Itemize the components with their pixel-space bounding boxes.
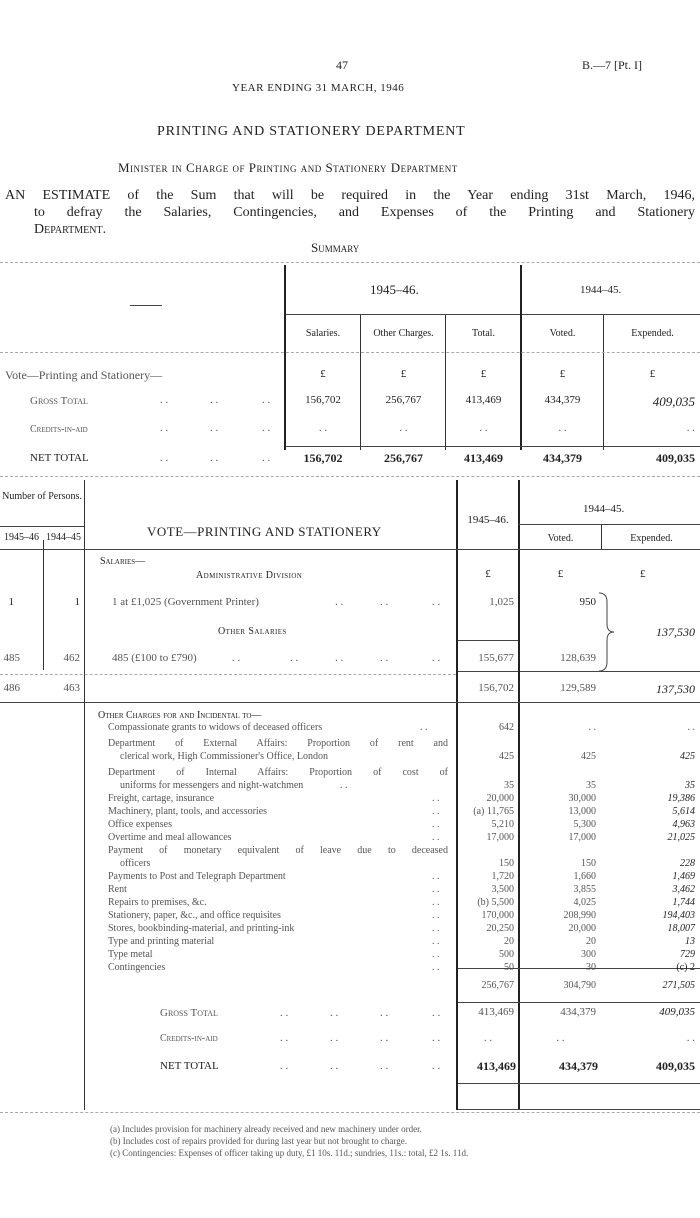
leader-dots: . . — [330, 1060, 339, 1072]
oc-value-1945: 17,000 — [486, 832, 514, 843]
admin-1945: 1,025 — [489, 596, 514, 608]
net-expended: 409,035 — [656, 1059, 695, 1073]
oc-value-1945: 5,210 — [491, 819, 514, 830]
summary-gross-total: 413,469 — [465, 394, 502, 406]
leader-dots: . . — [160, 422, 169, 434]
oc-value-voted: 4,025 — [573, 897, 596, 908]
leader-dots: . . — [432, 819, 440, 830]
leader-dots: . . — [262, 394, 271, 406]
leader-dots: . . — [280, 1060, 289, 1072]
summary-net-salaries: 156,702 — [303, 451, 343, 465]
oc-value-expended: 194,403 — [662, 910, 695, 921]
leader-dots: . . — [432, 1032, 441, 1044]
leader-dots: . . — [280, 1007, 289, 1019]
credits-voted: . . — [556, 1032, 565, 1044]
footnote-a: (a) Includes provision for machinery already received and new machinery under order. — [110, 1124, 422, 1134]
leader-dots: . . — [432, 949, 440, 960]
summary-gross-voted: 434,379 — [544, 394, 581, 406]
leader-dots: . . — [380, 596, 389, 608]
oc-line: clerical work, High Commissioner's Office, London — [120, 751, 328, 762]
currency-symbol: £ — [485, 568, 491, 580]
oc-line: Repairs to premises, &c. — [108, 897, 207, 908]
persons-year-b: 1944–45 — [46, 532, 81, 543]
leader-dots: . . — [432, 1007, 441, 1019]
leader-dots: . . — [330, 1007, 339, 1019]
department-title: PRINTING AND STATIONERY DEPARTMENT — [157, 124, 466, 139]
leader-dots: . . — [290, 652, 299, 664]
leader-dots: . . — [335, 596, 344, 608]
salaries-label: Salaries— — [100, 556, 146, 567]
summary-credits-total: . . — [479, 422, 488, 434]
oc-value-1945: 20,000 — [486, 793, 514, 804]
currency-symbol: £ — [480, 368, 487, 380]
oc-value-1945: 150 — [499, 858, 514, 869]
estimate-line-2: to defray the Salaries, Contingencies, and Expenses of the Printing and Stationery — [34, 205, 695, 220]
gross-voted: 434,379 — [560, 1006, 596, 1018]
oc-value-1945: 20 — [504, 936, 514, 947]
other-persons-a: 485 — [3, 652, 20, 664]
leader-dots: . . — [432, 832, 440, 843]
summary-credits-voted: . . — [558, 422, 567, 434]
oc-value-1945: 500 — [499, 949, 514, 960]
gross-total-label: Gross Total — [160, 1007, 218, 1019]
salaries-total-voted: 129,589 — [560, 682, 596, 694]
vote-label: Vote—Printing and Stationery— — [5, 368, 163, 382]
other-voted: 128,639 — [560, 652, 596, 664]
oc-value-voted: 20 — [586, 936, 596, 947]
net-1945: 413,469 — [477, 1059, 516, 1073]
leader-dots: . . — [262, 422, 271, 434]
summary-net-expended: 409,035 — [656, 451, 695, 465]
estimate-line-3: Department. — [34, 222, 107, 237]
oc-value-expended: 425 — [680, 751, 695, 762]
leader-dots: . . — [380, 1007, 389, 1019]
col-salaries: Salaries. — [305, 328, 341, 339]
other-salaries-label: Other Salaries — [218, 626, 287, 637]
oc-value-voted: 13,000 — [568, 806, 596, 817]
oc-value-1945: 1,720 — [491, 871, 514, 882]
credits-1945: . . — [483, 1032, 493, 1044]
oc-value-voted: 35 — [586, 780, 596, 791]
admin-persons-b: 1 — [74, 596, 80, 608]
oc-value-1945: 425 — [499, 751, 514, 762]
oc-line: officers — [120, 858, 151, 869]
col-voted: Voted. — [549, 328, 576, 339]
oc-line: Stores, bookbinding-material, and printing-ink — [108, 923, 295, 934]
oc-value-voted: 20,000 — [568, 923, 596, 934]
footnote-c: (c) Contingencies: Expenses of officer taking up duty, £1 10s. 11d.; sundries, 11s.: total, £2 1s. 11d. — [110, 1148, 469, 1158]
oc-value-1945: 35 — [504, 780, 514, 791]
oc-value-expended: 4,963 — [672, 819, 695, 830]
leader-dots: . . — [432, 923, 440, 934]
credits-expended: . . — [686, 1032, 695, 1044]
other-persons-b: 462 — [63, 652, 80, 664]
brace-icon — [597, 592, 617, 672]
oc-value-expended: 228 — [680, 858, 695, 869]
admin-voted: 950 — [579, 596, 596, 608]
oc-line: Type and printing material — [108, 936, 215, 947]
summary-gross-other: 256,767 — [385, 394, 422, 406]
document-reference: B.—7 [Pt. I] — [582, 58, 642, 72]
oc-value-expended: 21,025 — [667, 832, 695, 843]
summary-net-other: 256,767 — [384, 451, 423, 465]
oc-line: Type metal — [108, 949, 153, 960]
detail-col-voted: Voted. — [547, 533, 574, 544]
salaries-total-1945: 156,702 — [478, 682, 514, 694]
detail-col-1945: 1945–46. — [467, 514, 509, 526]
year-line: YEAR ENDING 31 MARCH, 1946 — [232, 82, 405, 94]
oc-total-voted: 304,790 — [563, 980, 596, 991]
oc-value-1945: 3,500 — [491, 884, 514, 895]
oc-value-expended: 3,462 — [672, 884, 695, 895]
oc-value-expended: 1,469 — [672, 871, 695, 882]
oc-line: Freight, cartage, insurance — [108, 793, 215, 804]
summary-net-total: 413,469 — [464, 451, 503, 465]
summary-credits-expended: . . — [686, 422, 695, 434]
brace-expended: 137,530 — [656, 625, 695, 639]
detail-col-1944: 1944–45. — [583, 503, 625, 515]
leader-dots: . . — [420, 722, 428, 733]
oc-value-expended: 18,007 — [667, 923, 695, 934]
oc-value-voted: 300 — [581, 949, 596, 960]
leader-dots: . . — [210, 422, 219, 434]
oc-line: Department of External Affairs: Proportion of rent and — [108, 738, 448, 749]
oc-line: Stationery, paper, &c., and office requisites — [108, 910, 281, 921]
oc-value-expended: 5,614 — [672, 806, 695, 817]
gross-1945: 413,469 — [478, 1006, 514, 1018]
currency-symbol: £ — [649, 368, 656, 380]
summary-gross-expended: 409,035 — [652, 394, 695, 409]
vote-title: VOTE—PRINTING AND STATIONERY — [147, 524, 382, 539]
leader-dots: . . — [380, 1032, 389, 1044]
minister-line: Minister in Charge of Printing and Stationery Department — [118, 160, 458, 175]
summary-year-previous: 1944–45. — [580, 284, 622, 296]
admin-division-label: Administrative Division — [196, 570, 303, 581]
leader-dots: . . — [210, 394, 219, 406]
leader-dots: . . — [432, 793, 440, 804]
col-total: Total. — [472, 328, 495, 339]
leader-dots: . . — [432, 596, 441, 608]
leader-dots: . . — [340, 780, 348, 791]
oc-value-1945: (b) 5,500 — [477, 897, 514, 908]
leader-dots: . . — [380, 1060, 389, 1072]
col-expended: Expended. — [631, 328, 674, 339]
oc-value-voted: 208,990 — [563, 910, 596, 921]
oc-total-expended: 271,505 — [662, 980, 695, 991]
leader-dots: . . — [160, 452, 169, 464]
persons-year-a: 1945–46 — [4, 532, 39, 543]
oc-line: Rent — [108, 884, 127, 895]
oc-value-voted: 1,660 — [573, 871, 596, 882]
leader-dots: . . — [432, 897, 440, 908]
estimate-line-1: AN ESTIMATE of the Sum that will be required in the Year ending 31st March, 1946, — [5, 188, 695, 203]
oc-value-1945: (a) 11,765 — [473, 806, 514, 817]
oc-value-1945: 20,250 — [486, 923, 514, 934]
oc-value-voted: 150 — [581, 858, 596, 869]
leader-dots: . . — [210, 452, 219, 464]
oc-line: Payments to Post and Telegraph Department — [108, 871, 286, 882]
leader-dots: . . — [432, 910, 440, 921]
summary-net-label: NET TOTAL — [30, 452, 89, 464]
page-number: 47 — [336, 58, 348, 72]
leader-dots: . . — [335, 652, 344, 664]
leader-dots: . . — [160, 394, 169, 406]
oc-line: Overtime and meal allowances — [108, 832, 232, 843]
leader-dots: . . — [262, 452, 271, 464]
leader-dots: . . — [432, 1060, 441, 1072]
oc-line: uniforms for messengers and night-watchmen — [120, 780, 304, 791]
currency-symbol: £ — [400, 368, 407, 380]
summary-gross-label: Gross Total — [30, 395, 88, 407]
leader-dots: . . — [432, 871, 440, 882]
currency-symbol: £ — [640, 568, 646, 580]
oc-value-1945: 642 — [499, 722, 514, 733]
oc-line: Department of Internal Affairs: Proportion of cost of — [108, 767, 448, 778]
leader-dots: . . — [432, 962, 440, 973]
salaries-persons-a: 486 — [3, 682, 20, 694]
summary-credits-salaries: . . — [318, 422, 328, 434]
oc-value-voted: 5,300 — [573, 819, 596, 830]
gross-expended: 409,035 — [659, 1006, 695, 1018]
admin-item: 1 at £1,025 (Government Printer) — [112, 596, 259, 608]
oc-value-1945: 50 — [504, 962, 514, 973]
currency-symbol: £ — [557, 568, 564, 580]
leader-dots: . . — [232, 652, 241, 664]
net-total-label: NET TOTAL — [160, 1060, 219, 1072]
oc-value-voted: 30 — [586, 962, 596, 973]
leader-dots: . . — [432, 884, 440, 895]
persons-header: Number of Persons. — [2, 491, 82, 502]
oc-line: Payment of monetary equivalent of leave due to deceased — [108, 845, 448, 856]
summary-title: Summary — [311, 240, 360, 255]
oc-line: Contingencies — [108, 962, 166, 973]
oc-value-voted: 425 — [581, 751, 596, 762]
summary-year-current: 1945–46. — [370, 282, 419, 297]
summary-gross-salaries: 156,702 — [305, 394, 341, 406]
summary-credits-other: . . — [399, 422, 408, 434]
oc-value-expended: 13 — [685, 936, 695, 947]
leader-dots: . . — [380, 652, 389, 664]
salaries-total-expended: 137,530 — [656, 682, 695, 696]
leader-dots: . . — [432, 936, 440, 947]
leader-dots: . . — [330, 1032, 339, 1044]
oc-value-expended: 1,744 — [672, 897, 695, 908]
oc-value-voted: 30,000 — [568, 793, 596, 804]
summary-net-voted: 434,379 — [543, 451, 582, 465]
leader-dots: . . — [432, 652, 441, 664]
col-other-charges: Other Charges. — [373, 328, 434, 339]
summary-credits-label: Credits-in-aid — [30, 424, 88, 435]
leader-dots: . . — [432, 806, 440, 817]
oc-value-voted: 3,855 — [573, 884, 596, 895]
other-1945: 155,677 — [478, 652, 514, 664]
currency-symbol: £ — [559, 368, 566, 380]
oc-total-1945: 256,767 — [481, 980, 514, 991]
oc-value-1945: 170,000 — [481, 910, 514, 921]
oc-value-expended: (c) 2 — [676, 962, 695, 973]
other-item: 485 (£100 to £790) — [112, 652, 197, 664]
net-voted: 434,379 — [559, 1059, 598, 1073]
salaries-persons-b: 463 — [63, 682, 80, 694]
currency-symbol: £ — [320, 368, 326, 380]
oc-value-expended: . . — [687, 722, 695, 733]
admin-persons-a: 1 — [8, 596, 14, 608]
oc-value-expended: 19,386 — [667, 793, 695, 804]
oc-line: Machinery, plant, tools, and accessories — [108, 806, 268, 817]
leader-dots: . . — [280, 1032, 289, 1044]
oc-line: Compassionate grants to widows of deceased officers — [108, 722, 323, 733]
detail-col-expended: Expended. — [630, 533, 673, 544]
oc-value-voted: 17,000 — [568, 832, 596, 843]
oc-value-voted: . . — [588, 722, 596, 733]
oc-line: Office expenses — [108, 819, 172, 830]
credits-label: Credits-in-aid — [160, 1033, 218, 1044]
footnote-b: (b) Includes cost of repairs provided for during last year but not brought to charge. — [110, 1136, 407, 1146]
oc-value-expended: 35 — [685, 780, 695, 791]
other-charges-label: Other Charges for and Incidental to— — [98, 710, 262, 721]
oc-value-expended: 729 — [680, 949, 695, 960]
